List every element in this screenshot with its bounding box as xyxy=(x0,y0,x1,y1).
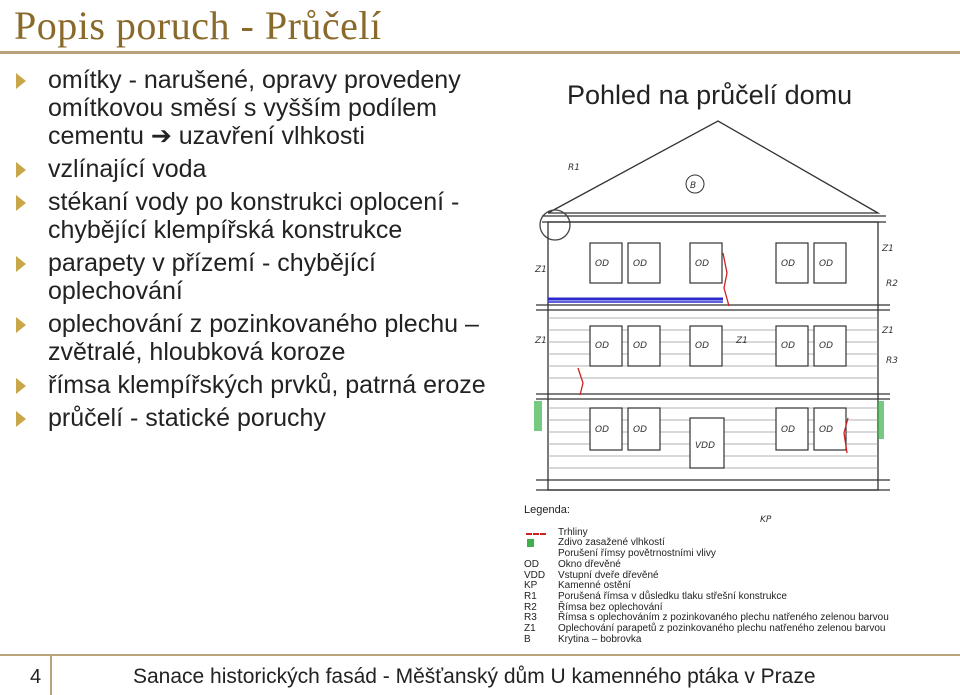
moisture-symbol-icon xyxy=(527,539,534,547)
legend-title: Legenda: xyxy=(524,504,570,516)
mark-od-10: OD xyxy=(819,341,834,351)
legend-row: Porušení římsy povětrnostními vlivy xyxy=(558,548,716,560)
bullet-item: omítky - narušené, opravy provedeny omítkovou směsí s vyšším podílem cementu ➔ uzavření vlhkosti xyxy=(14,66,514,150)
mark-od-13: OD xyxy=(781,425,796,435)
legend-row: KP Kamenné ostění xyxy=(524,580,631,592)
mark-od-9: OD xyxy=(781,341,796,351)
legend-row: Zdivo zasažené vlhkostí xyxy=(524,538,944,549)
bullet-item: oplechování z pozinkovaného plechu – zvětralé, hloubková koroze xyxy=(14,310,514,366)
legend-row: Z1 Oplechování parapetů z pozinkovaného plechu natřeného zelenou barvou xyxy=(524,623,886,635)
mark-z1-d: Z1 xyxy=(736,336,748,346)
legend-row: B Krytina – bobrovka xyxy=(524,633,642,645)
mark-od-11: OD xyxy=(595,425,610,435)
legend-row: VDD Vstupní dveře dřevěné xyxy=(524,569,659,581)
damage-circle xyxy=(540,210,570,240)
page-number: 4 xyxy=(30,666,42,688)
mark-od-4: OD xyxy=(781,259,796,269)
mark-vdd: VDD xyxy=(695,441,716,451)
legend-row: R1 Porušená římsa v důsledku tlaku střešní konstrukce xyxy=(524,590,787,602)
bullet-item: parapety v přízemí - chybějící oplechování xyxy=(14,249,514,305)
legend-row: R2 Římsa bez oplechování xyxy=(524,601,663,613)
roof-gable xyxy=(548,121,878,213)
mark-od-1: OD xyxy=(595,259,610,269)
mark-od-14: OD xyxy=(819,425,834,435)
footer-divider xyxy=(0,654,960,656)
mark-b: B xyxy=(690,181,697,191)
mark-z1-a: Z1 xyxy=(535,265,547,275)
bullet-arrow-icon xyxy=(16,73,26,89)
footer-page-box xyxy=(0,656,52,695)
mark-r1: R1 xyxy=(568,163,580,173)
crack-symbol-icon xyxy=(526,533,546,535)
legend-row: R3 Římsa s oplechováním z pozinkovaného plechu natřeného zelenou barvou xyxy=(524,612,889,624)
mark-od-3: OD xyxy=(695,259,710,269)
legend-row: Trhliny xyxy=(524,528,944,539)
title-divider xyxy=(0,51,960,54)
mark-od-12: OD xyxy=(633,425,648,435)
mark-r2: R2 xyxy=(886,279,898,289)
mark-od-8: OD xyxy=(695,341,710,351)
bullet-item: římsa klempířských prvků, patrná eroze xyxy=(14,371,514,399)
bullet-arrow-icon xyxy=(16,195,26,211)
mark-od-5: OD xyxy=(819,259,834,269)
mark-od-2: OD xyxy=(633,259,648,269)
bullet-list xyxy=(14,66,514,437)
mark-z1-c: Z1 xyxy=(535,336,547,346)
bullet-item: vzlínající voda xyxy=(14,155,514,183)
mark-z1-b: Z1 xyxy=(882,244,894,254)
bullet-arrow-icon xyxy=(16,378,26,394)
mark-od-6: OD xyxy=(595,341,610,351)
mark-od-7: OD xyxy=(633,341,648,351)
bullet-item: stékaní vody po konstrukci oplocení - chybějící klempířská konstrukce xyxy=(14,188,514,244)
bullet-arrow-icon xyxy=(16,411,26,427)
bullet-arrow-icon xyxy=(16,317,26,333)
mark-r3: R3 xyxy=(886,356,898,366)
bullet-item: průčelí - statické poruchy xyxy=(14,404,514,432)
figure-legend xyxy=(524,505,944,645)
mark-z1-e: Z1 xyxy=(882,326,894,336)
figure-caption: Pohled na průčelí domu xyxy=(567,80,853,110)
bullet-arrow-icon xyxy=(16,256,26,272)
slide-title: Popis poruch - Průčelí xyxy=(14,3,382,48)
footer-text: Sanace historických fasád - Měšťanský dům U kamenného ptáka v Praze xyxy=(133,665,816,688)
mark-kp: KP xyxy=(760,515,772,525)
bullet-arrow-icon xyxy=(16,162,26,178)
legend-row: OD Okno dřevěné xyxy=(524,558,621,570)
